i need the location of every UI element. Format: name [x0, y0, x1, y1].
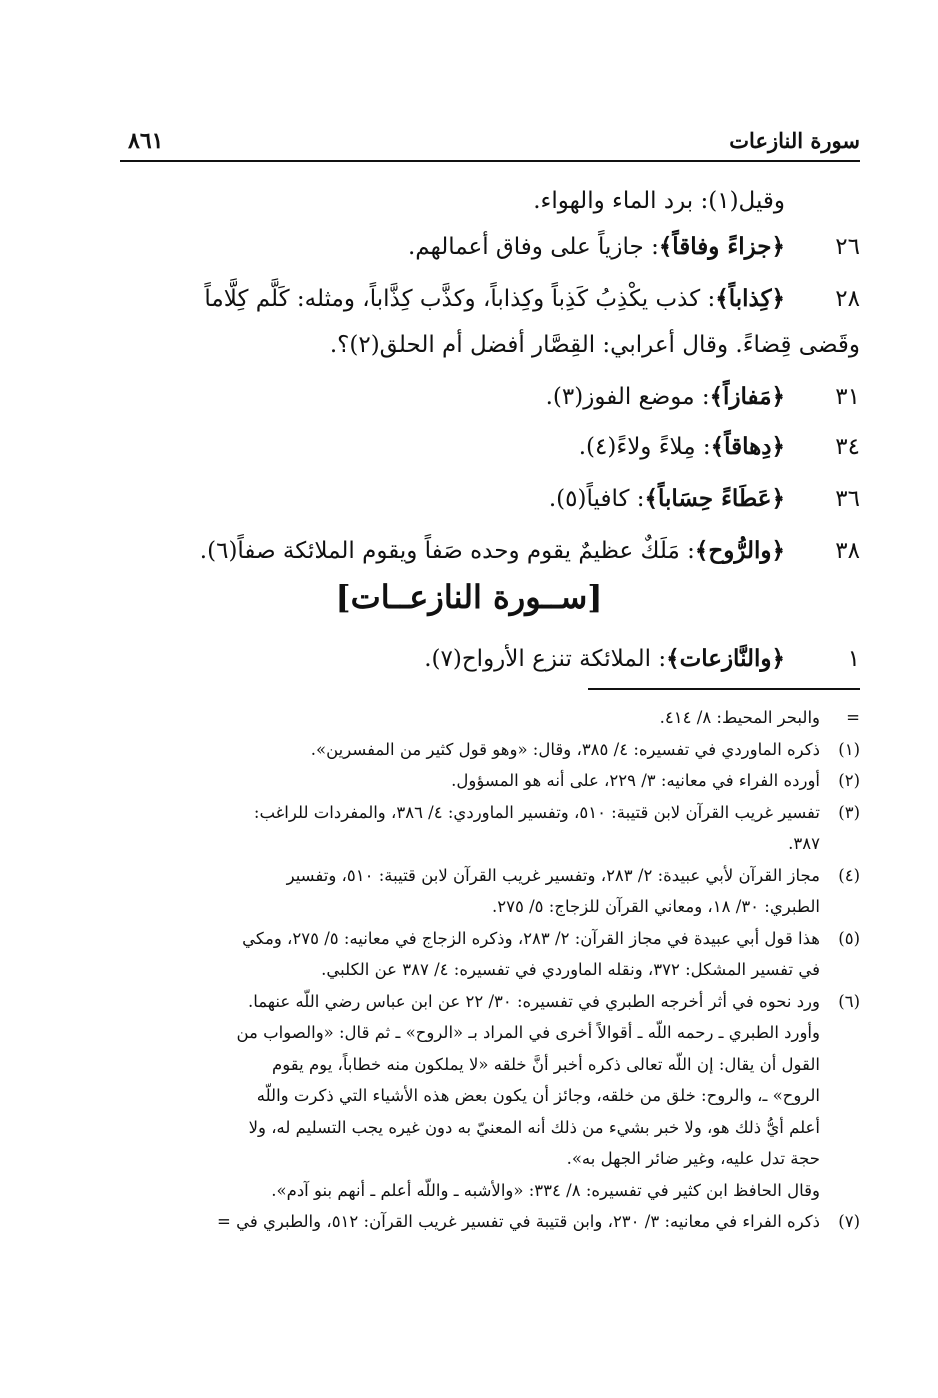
footnote-line: أورده الفراء في معانيه: ٣/ ٢٢٩، على أنه هو المسؤول. [451, 771, 820, 790]
footnote-marker: (٤) [838, 865, 860, 885]
footnote-marker: (٧) [838, 1212, 860, 1231]
entry-38 [110, 528, 860, 574]
verse-number: ٣٨ [835, 538, 860, 564]
footnote-marker: (٦) [838, 991, 860, 1011]
verse-number: ٢٨ [835, 286, 860, 312]
intro-line: وقيل(١): برد الماء والهواء. [533, 188, 785, 214]
quranic-word: ﴿عَطَاءً حِسَاباً﴾ [644, 485, 785, 512]
gloss-text: : كافياً(٥). [548, 486, 645, 512]
footnote-marker: = [846, 708, 860, 727]
footnote-line: الطبري: ٣٠/ ١٨، ومعاني القرآن للزجاج: ٥/ ٢٧٥. [491, 897, 820, 916]
footnote-continuation [78, 702, 860, 734]
footnote-6 [78, 986, 860, 1207]
quranic-word: ﴿والنَّازعات﴾ [666, 645, 785, 672]
footnote-3 [78, 797, 860, 860]
verse-number: ١ [847, 646, 860, 672]
footnote-marker: (٥) [838, 928, 860, 948]
gloss-text: : الملائكة تنزع الأرواح(٧). [424, 646, 667, 672]
footnote-line: القول أن يقال: إن اللّه تعالى ذكره أخبر أنَّ خلقه «لا يملكون منه خطاباً، يوم يقوم [272, 1054, 820, 1074]
verse-number: ٣١ [835, 384, 860, 410]
footnote-line: ورد نحوه في أثر أخرجه الطبري في تفسيره: ٣٠/ ٢٢ عن ابن عباس رضي اللّه عنهما. [247, 991, 820, 1011]
footnote-7 [78, 1206, 860, 1238]
footnote-line: وقال الحافظ ابن كثير في تفسيره: ٨/ ٣٣٤: «والأشبه ـ واللّه أعلم ـ أنهم بنو آدم». [271, 1180, 820, 1200]
surah-heading: [ســورة النازعــات] [335, 578, 603, 616]
gloss-text: : جازياً على وفاق أعمالهم. [407, 234, 659, 260]
footnote-1 [78, 734, 860, 766]
footnote-line: أعلم أيُّ ذلك هو، ولا خبر بشيء من ذلك أنه المعنيّ به دون غيره يجب التسليم له، ولا [248, 1117, 820, 1137]
verse-number: ٢٦ [835, 234, 860, 260]
footnote-5 [78, 923, 860, 986]
verse-number: ٣٤ [835, 434, 860, 460]
gloss-text: : موضع الفوز(٣). [545, 384, 710, 410]
footnote-marker: (٢) [838, 771, 860, 790]
footnote-line: ٣٨٧. [788, 834, 820, 853]
quranic-word: ﴿مَفازاً﴾ [709, 383, 785, 410]
gloss-text: : مِلاءً ولاءً(٤). [578, 434, 711, 460]
footnote-line: والبحر المحيط: ٨/ ٤١٤. [659, 708, 820, 727]
gloss-text: : مَلَكٌ عظيمٌ يقوم وحده صَفاً ويقوم الملائكة صفاً(٦). [199, 538, 695, 564]
footnote-marker: (٣) [838, 802, 860, 822]
header-title: سورة النازعات [729, 128, 860, 153]
footnote-line: تفسير غريب القرآن لابن قتيبة: ٥١٠، وتفسير الماوردي: ٤/ ٣٨٦، والمفردات للراغب: [253, 802, 820, 822]
header-rule [120, 160, 860, 162]
entry-31 [110, 374, 860, 420]
entry-28 [110, 276, 860, 368]
quranic-word: ﴿والرُّوح﴾ [694, 537, 785, 564]
running-header [120, 128, 860, 162]
gloss-text: : كذب يكْذِبُ كَذِباً وكِذاباً، وكذَّب كِذَّاباً، ومثله: كَلَّم كِلَّاماً [204, 286, 716, 312]
footnote-4 [78, 860, 860, 923]
quranic-word: ﴿دِهاقاً﴾ [710, 433, 785, 460]
footnotes [78, 702, 860, 1238]
footnote-line: ذكره الماوردي في تفسيره: ٤/ ٣٨٥، وقال: «وهو قول كثير من المفسرين». [310, 739, 820, 759]
footnote-line: الروح» ـ، والروح: خلق من خلقه، وجائز أن يكون بعض هذه الأشياء التي ذكرت واللّه [256, 1086, 820, 1105]
footnote-separator [588, 688, 860, 690]
footnote-line: هذا قول أبي عبيدة في مجاز القرآن: ٢/ ٢٨٣، وذكره الزجاج في معانيه: ٥/ ٢٧٥، ومكي [242, 928, 820, 948]
entry-36 [110, 476, 860, 522]
entry-26 [110, 224, 860, 270]
quranic-word: ﴿جزاءً وفاقاً﴾ [658, 233, 785, 260]
footnote-marker: (١) [838, 739, 860, 759]
footnote-line: مجاز القرآن لأبي عبيدة: ٢/ ٢٨٣، وتفسير غريب القرآن لابن قتيبة: ٥١٠، وتفسير [286, 865, 820, 885]
footnote-line: وأورد الطبري ـ رحمه اللّه ـ أقوالاً أخرى في المراد بـ «الروح» ـ ثم قال: «والصواب من [236, 1023, 820, 1042]
page-number: ٨٦١ [128, 128, 164, 154]
footnote-2 [78, 765, 860, 797]
verse-number: ٣٦ [835, 486, 860, 512]
footnote-line: ذكره الفراء في معانيه: ٣/ ٢٣٠، وابن قتيبة في تفسير غريب القرآن: ٥١٢، والطبري في = [217, 1212, 820, 1231]
footnote-line: في تفسير المشكل: ٣٧٢، ونقله الماوردي في تفسيره: ٤/ ٣٨٧ عن الكلبي. [321, 960, 820, 979]
surah-entry-1 [110, 636, 860, 682]
quranic-word: ﴿كِذاباً﴾ [715, 285, 785, 312]
entry-34 [110, 424, 860, 470]
gloss-continuation: وقَضى قِضاءً. وقال أعرابي: القِصَّار أفضل أم الحلق(٢)؟. [329, 332, 860, 358]
footnote-line: حجة تدل عليه، وغير ضائر الجهل به». [566, 1149, 820, 1168]
